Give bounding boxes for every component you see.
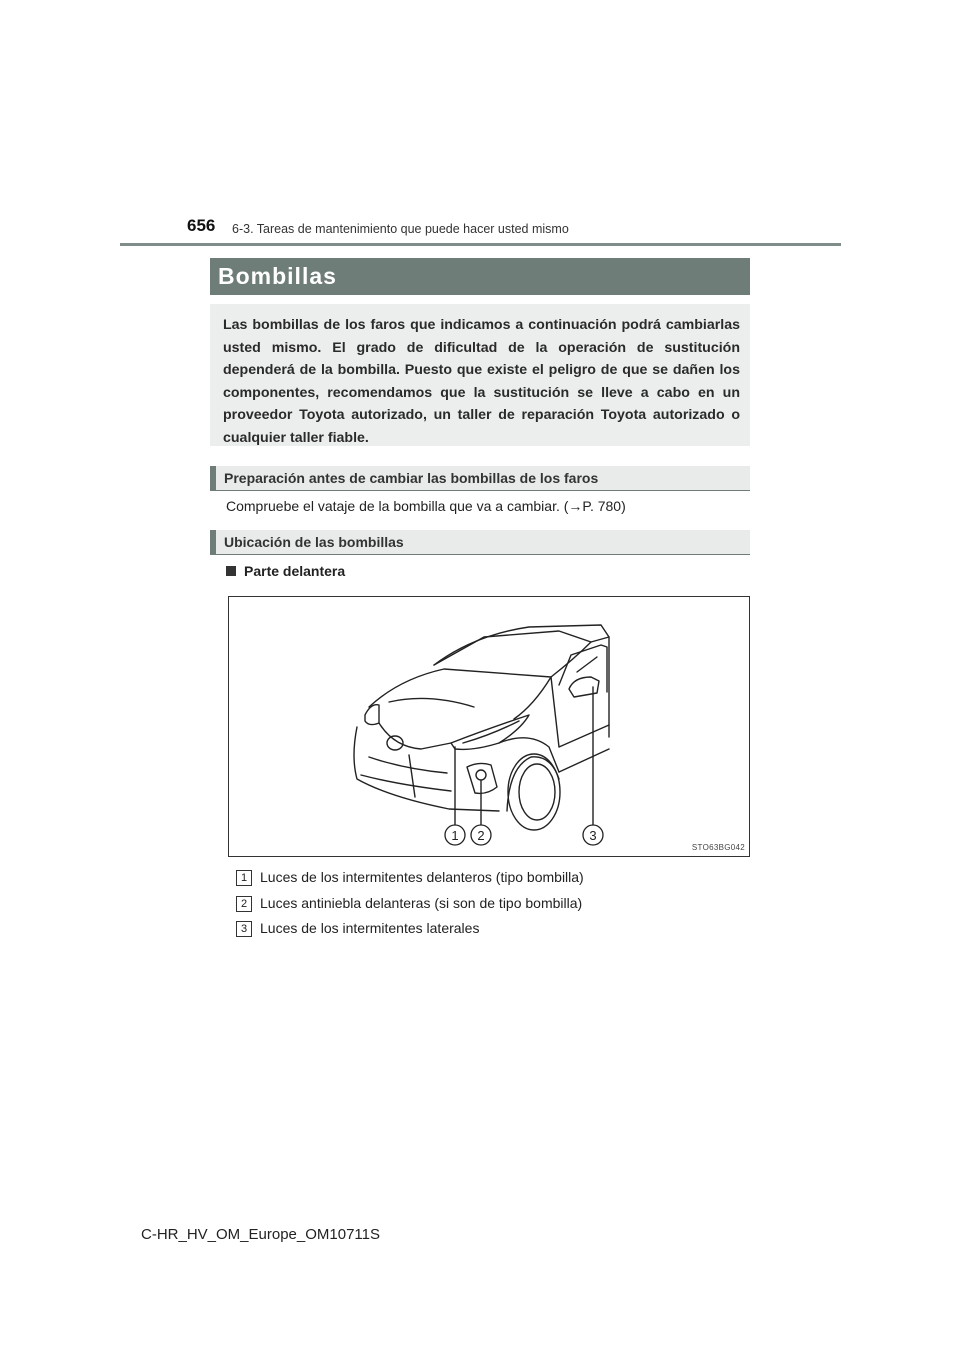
callout-1: 1: [451, 828, 459, 843]
page-title: Bombillas: [210, 258, 750, 295]
location-heading: Ubicación de las bombillas: [210, 530, 750, 555]
section-reference: 6-3. Tareas de mantenimiento que puede hacer usted mismo: [232, 222, 569, 236]
callout-3: 3: [589, 828, 597, 843]
legend-text: Luces antiniebla delanteras (si son de tipo bombilla): [260, 895, 583, 911]
front-heading: [226, 563, 345, 579]
prep-heading: Preparación antes de cambiar las bombillas de los faros: [210, 466, 750, 491]
intro-text: Las bombillas de los faros que indicamos a continuación podrá cambiarlas usted mismo. El grado de dificultad de la operación de sustitución dependerá de la bombilla. Puesto que existe el peligro de que se dañen los componentes, recomendamos que la sustitución se lleve a cabo en un proveedor Toyota autorizado, un taller de reparación Toyota autorizado o cualquier taller fiable.: [223, 317, 740, 446]
car-front-icon: [229, 597, 749, 856]
figure-code: STO63BG042: [691, 843, 745, 852]
prep-text: Compruebe el vataje de la bombilla que va a cambiar. (→P. 780): [226, 498, 626, 514]
intro-box: [210, 304, 750, 446]
legend-item: [236, 920, 479, 937]
front-heading-label: Parte delantera: [244, 563, 346, 579]
bullet-square-icon: [226, 566, 236, 576]
car-front-illustration: [228, 596, 750, 857]
legend-number: 1: [236, 870, 252, 886]
callout-2: 2: [477, 828, 485, 843]
footer-code: C-HR_HV_OM_Europe_OM10711S: [141, 1226, 380, 1243]
page-number: 656: [187, 216, 216, 235]
legend-item: [236, 895, 582, 912]
legend-number: 3: [236, 921, 252, 937]
legend-text: Luces de los intermitentes laterales: [260, 920, 480, 936]
header-divider: [120, 243, 841, 246]
legend-text: Luces de los intermitentes delanteros (tipo bombilla): [260, 869, 584, 885]
legend-item: [236, 869, 584, 886]
legend-number: 2: [236, 896, 252, 912]
